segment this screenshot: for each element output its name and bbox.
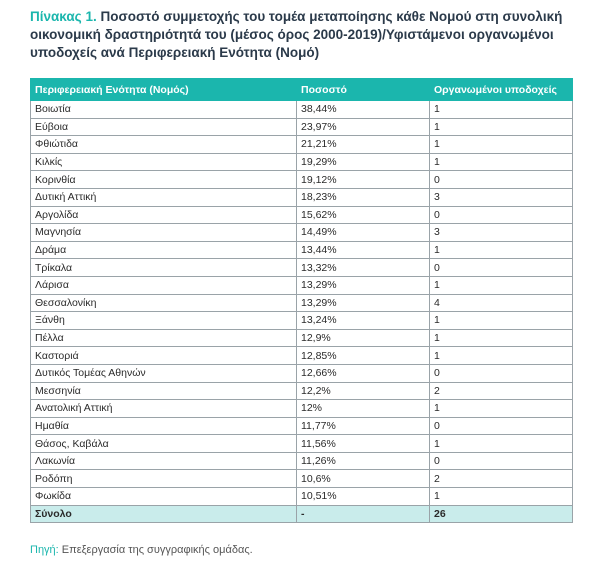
cell-percentage: 12,85% bbox=[297, 347, 430, 365]
table-row bbox=[31, 382, 573, 400]
source-text: Επεξεργασία της συγγραφικής ομάδας. bbox=[58, 544, 253, 556]
table-row bbox=[31, 153, 573, 171]
table-row bbox=[31, 171, 573, 189]
cell-region: Πέλλα bbox=[31, 329, 297, 347]
table-row bbox=[31, 224, 573, 242]
cell-organized-zones: 1 bbox=[430, 312, 573, 330]
table-header bbox=[31, 79, 573, 101]
table-row bbox=[31, 259, 573, 277]
cell-organized-zones: 0 bbox=[430, 452, 573, 470]
cell-region: Ροδόπη bbox=[31, 470, 297, 488]
cell-organized-zones: 1 bbox=[430, 101, 573, 119]
cell-region: Λάρισα bbox=[31, 276, 297, 294]
table-row bbox=[31, 188, 573, 206]
total-cell-percentage: - bbox=[297, 505, 430, 523]
table-body bbox=[31, 101, 573, 523]
cell-percentage: 13,44% bbox=[297, 241, 430, 259]
cell-organized-zones: 1 bbox=[430, 276, 573, 294]
table-row bbox=[31, 347, 573, 365]
cell-organized-zones: 2 bbox=[430, 382, 573, 400]
table-row bbox=[31, 294, 573, 312]
cell-region: Μαγνησία bbox=[31, 224, 297, 242]
cell-percentage: 14,49% bbox=[297, 224, 430, 242]
total-cell-region: Σύνολο bbox=[31, 505, 297, 523]
data-table bbox=[30, 78, 573, 523]
table-caption-number: Πίνακας 1. bbox=[30, 9, 97, 24]
header-row bbox=[31, 79, 573, 101]
table-row bbox=[31, 206, 573, 224]
cell-percentage: 13,32% bbox=[297, 259, 430, 277]
cell-percentage: 12,9% bbox=[297, 329, 430, 347]
table-caption bbox=[30, 8, 590, 62]
cell-region: Καστοριά bbox=[31, 347, 297, 365]
table-row bbox=[31, 488, 573, 506]
column-header-region: Περιφερειακή Ενότητα (Νομός) bbox=[31, 79, 297, 101]
cell-region: Δυτικός Τομέας Αθηνών bbox=[31, 364, 297, 382]
cell-organized-zones: 3 bbox=[430, 188, 573, 206]
cell-region: Δράμα bbox=[31, 241, 297, 259]
table-row bbox=[31, 364, 573, 382]
total-cell-organized-zones: 26 bbox=[430, 505, 573, 523]
table-row bbox=[31, 452, 573, 470]
cell-organized-zones: 1 bbox=[430, 400, 573, 418]
table-row bbox=[31, 136, 573, 154]
cell-organized-zones: 1 bbox=[430, 435, 573, 453]
cell-percentage: 13,24% bbox=[297, 312, 430, 330]
cell-percentage: 13,29% bbox=[297, 294, 430, 312]
cell-percentage: 38,44% bbox=[297, 101, 430, 119]
cell-region: Λακωνία bbox=[31, 452, 297, 470]
cell-organized-zones: 1 bbox=[430, 153, 573, 171]
cell-region: Ανατολική Αττική bbox=[31, 400, 297, 418]
cell-organized-zones: 1 bbox=[430, 118, 573, 136]
cell-percentage: 12,2% bbox=[297, 382, 430, 400]
cell-percentage: 19,12% bbox=[297, 171, 430, 189]
cell-region: Ημαθία bbox=[31, 417, 297, 435]
table-row bbox=[31, 101, 573, 119]
source-label: Πηγή: bbox=[30, 544, 59, 556]
cell-organized-zones: 0 bbox=[430, 417, 573, 435]
table-row bbox=[31, 329, 573, 347]
cell-region: Φθιώτιδα bbox=[31, 136, 297, 154]
cell-region: Δυτική Αττική bbox=[31, 188, 297, 206]
cell-percentage: 10,51% bbox=[297, 488, 430, 506]
cell-organized-zones: 4 bbox=[430, 294, 573, 312]
table-caption-text: Ποσοστό συμμετοχής του τομέα μεταποίησης κάθε Νομού στη συνολική οικονομική δραστηριότητά του (μέσος όρος 2000-2019)/Υφιστάμενοι οργανωμένοι υποδοχείς ανά Περιφερειακή Ενότητα (Νομό) bbox=[30, 9, 563, 60]
cell-percentage: 11,77% bbox=[297, 417, 430, 435]
column-header-organized-zones: Οργανωμένοι υποδοχείς bbox=[430, 79, 573, 101]
table-row bbox=[31, 241, 573, 259]
cell-organized-zones: 0 bbox=[430, 364, 573, 382]
table-row bbox=[31, 400, 573, 418]
cell-region: Αργολίδα bbox=[31, 206, 297, 224]
cell-percentage: 11,26% bbox=[297, 452, 430, 470]
cell-region: Κορινθία bbox=[31, 171, 297, 189]
cell-region: Ξάνθη bbox=[31, 312, 297, 330]
table-row bbox=[31, 312, 573, 330]
cell-organized-zones: 1 bbox=[430, 241, 573, 259]
cell-organized-zones: 0 bbox=[430, 259, 573, 277]
cell-percentage: 13,29% bbox=[297, 276, 430, 294]
cell-organized-zones: 1 bbox=[430, 347, 573, 365]
cell-percentage: 11,56% bbox=[297, 435, 430, 453]
cell-organized-zones: 3 bbox=[430, 224, 573, 242]
cell-percentage: 19,29% bbox=[297, 153, 430, 171]
cell-percentage: 15,62% bbox=[297, 206, 430, 224]
cell-percentage: 23,97% bbox=[297, 118, 430, 136]
cell-organized-zones: 2 bbox=[430, 470, 573, 488]
cell-percentage: 18,23% bbox=[297, 188, 430, 206]
cell-percentage: 21,21% bbox=[297, 136, 430, 154]
cell-organized-zones: 0 bbox=[430, 171, 573, 189]
table-row bbox=[31, 417, 573, 435]
cell-percentage: 12,66% bbox=[297, 364, 430, 382]
cell-percentage: 12% bbox=[297, 400, 430, 418]
cell-percentage: 10,6% bbox=[297, 470, 430, 488]
cell-organized-zones: 1 bbox=[430, 488, 573, 506]
table-row bbox=[31, 118, 573, 136]
cell-region: Εύβοια bbox=[31, 118, 297, 136]
cell-region: Τρίκαλα bbox=[31, 259, 297, 277]
cell-region: Μεσσηνία bbox=[31, 382, 297, 400]
cell-region: Θάσος, Καβάλα bbox=[31, 435, 297, 453]
column-header-percentage: Ποσοστό bbox=[297, 79, 430, 101]
table-row bbox=[31, 276, 573, 294]
source-note bbox=[30, 544, 253, 556]
cell-region: Θεσσαλονίκη bbox=[31, 294, 297, 312]
cell-region: Βοιωτία bbox=[31, 101, 297, 119]
cell-organized-zones: 1 bbox=[430, 329, 573, 347]
cell-organized-zones: 1 bbox=[430, 136, 573, 154]
table-row bbox=[31, 435, 573, 453]
table-row bbox=[31, 470, 573, 488]
cell-organized-zones: 0 bbox=[430, 206, 573, 224]
total-row bbox=[31, 505, 573, 523]
cell-region: Κιλκίς bbox=[31, 153, 297, 171]
cell-region: Φωκίδα bbox=[31, 488, 297, 506]
